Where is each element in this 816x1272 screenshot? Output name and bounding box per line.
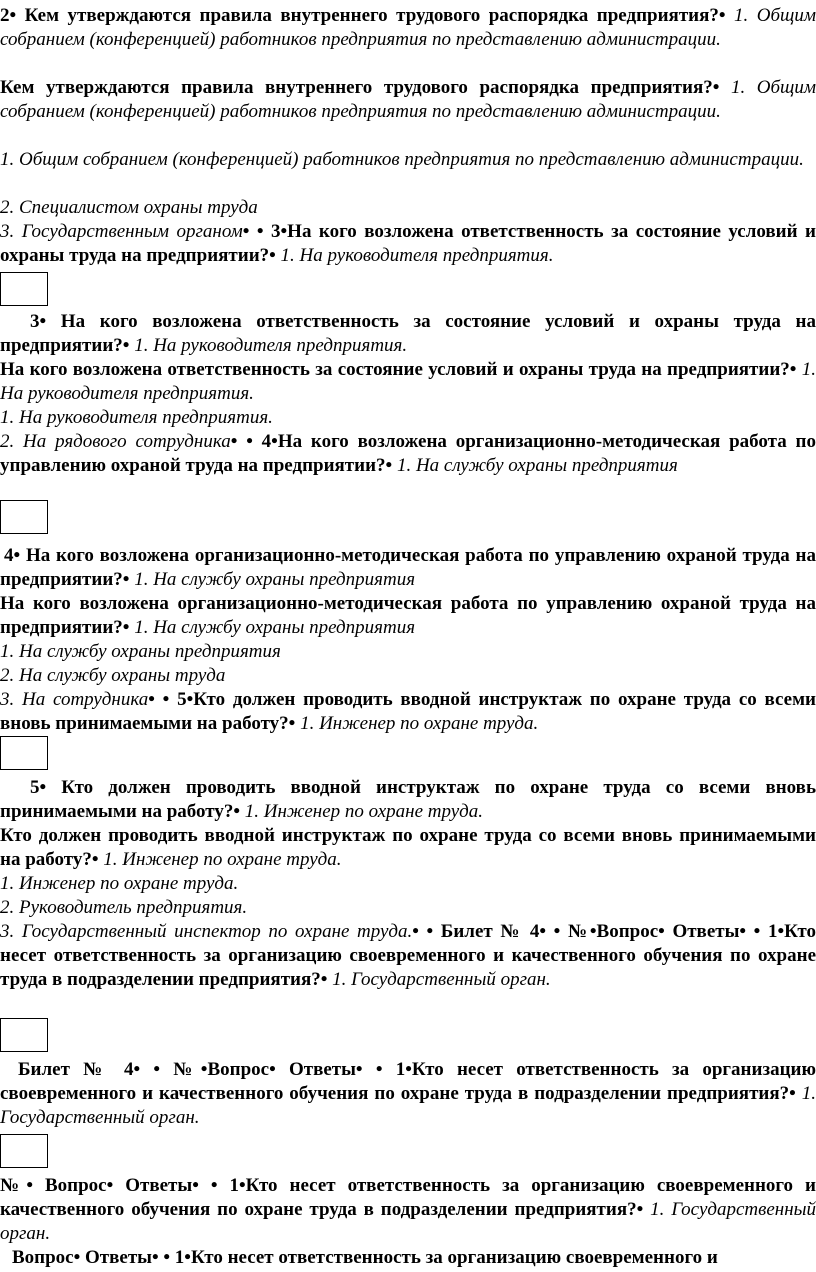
answer-option — [0, 220, 816, 268]
answer-text: 1. Общим собранием (конференцией) работников предприятия по представлению администрации. — [0, 77, 816, 122]
question-text: • • 3•На кого возложена ответственность за состояние условий и охраны труда на предприятии?• — [0, 221, 816, 266]
answer-text: 1. На руководителя предприятия. — [0, 359, 816, 404]
answer-option — [0, 664, 816, 688]
answer-checkbox[interactable] — [0, 736, 48, 770]
answer-text: 2. На службу охраны труда — [0, 665, 226, 686]
answer-option — [0, 640, 816, 664]
question-text: На кого возложена ответственность за состояние условий и охраны труда на предприятии?• — [0, 359, 797, 380]
answer-text: 3. Государственным органом — [0, 221, 243, 242]
question-text: 3• На кого возложена ответственность за состояние условий и охраны труда на предприятии?• — [0, 311, 816, 356]
question-paragraph — [0, 76, 816, 124]
question-text: • • 5•Кто должен проводить вводной инструктаж по охране труда со всеми вновь принимаемыми на работу?• — [0, 689, 816, 734]
question-text: • • Билет № 4• • №•Вопрос• Ответы• • 1•Кто несет ответственность за организацию своевременного и качественного обучения по охране труда в подразделении предприятия?• — [0, 921, 816, 990]
question-text: Вопрос• Ответы• • 1•Кто несет ответственность за организацию своевременного и — [12, 1247, 718, 1268]
answer-text: 1. На руководителя предприятия. — [275, 245, 554, 266]
question-paragraph — [0, 544, 816, 592]
answer-option — [0, 196, 816, 220]
answer-text: 1. На службу охраны предприятия — [129, 569, 416, 590]
answer-option — [0, 406, 816, 430]
question-text: • • 4•На кого возложена организационно-методическая работа по управлению охраной труда на предприятии?• — [0, 431, 816, 476]
answer-text: 1. Инженер по охране труда. — [240, 801, 483, 822]
question-text: Кто должен проводить вводной инструктаж по охране труда со всеми вновь принимаемыми на работу?• — [0, 825, 816, 870]
answer-checkbox[interactable] — [0, 1134, 48, 1168]
answer-text: 2. Руководитель предприятия. — [0, 897, 248, 918]
answer-text: 1. На руководителя предприятия. — [0, 407, 273, 428]
answer-text: 1. На службу охраны предприятия — [129, 617, 416, 638]
question-paragraph — [0, 1058, 816, 1130]
question-paragraph — [0, 776, 816, 824]
answer-option — [0, 148, 816, 172]
question-text: 4• На кого возложена организационно-методическая работа по управлению охраной труда на предприятии?• — [0, 545, 816, 590]
answer-text: 1. Государственный орган. — [0, 1083, 816, 1128]
answer-option — [0, 896, 816, 920]
question-text: №• Вопрос• Ответы• • 1•Кто несет ответственность за организацию своевременного и качественного обучения по охране труда в подразделении предприятия?• — [0, 1175, 816, 1220]
answer-text: 1. Государственный орган. — [0, 1199, 816, 1244]
question-text: 5• Кто должен проводить вводной инструктаж по охране труда со всеми вновь принимаемыми на работу?• — [0, 777, 816, 822]
answer-option — [0, 872, 816, 896]
question-text: 2• Кем утверждаются правила внутреннего трудового распорядка предприятия?• — [0, 5, 726, 26]
answer-option — [0, 430, 816, 478]
answer-text: 1. Инженер по охране труда. — [295, 713, 539, 734]
question-paragraph — [0, 358, 816, 406]
answer-checkbox[interactable] — [0, 500, 48, 534]
question-text: Кем утверждаются правила внутреннего трудового распорядка предприятия?• — [0, 77, 720, 98]
answer-text: 1. Инженер по охране труда. — [98, 849, 342, 870]
answer-checkbox[interactable] — [0, 272, 48, 306]
answer-option — [0, 688, 816, 736]
question-paragraph — [0, 1174, 816, 1246]
question-paragraph — [0, 824, 816, 872]
answer-text: 3. На сотрудника — [0, 689, 149, 710]
question-paragraph — [0, 4, 816, 52]
answer-text: 1. На руководителя предприятия. — [129, 335, 408, 356]
answer-text: 2. Специалистом охраны труда — [0, 197, 258, 218]
answer-text: 3. Государственный инспектор по охране труда. — [0, 921, 413, 942]
question-text: Билет № 4• • №•Вопрос• Ответы• • 1•Кто несет ответственность за организацию своевременного и качественного обучения по охране труда в подразделении предприятия?• — [0, 1059, 816, 1104]
question-text: На кого возложена организационно-методическая работа по управлению охраной труда на предприятии?• — [0, 593, 816, 638]
answer-text: 1. Государственный орган. — [327, 969, 551, 990]
answer-text: 1. Инженер по охране труда. — [0, 873, 239, 894]
answer-option — [0, 920, 816, 992]
question-paragraph — [0, 310, 816, 358]
answer-text: 1. Общим собранием (конференцией) работников предприятия по представлению администрации. — [0, 5, 816, 50]
answer-text: 1. На службу охраны предприятия — [0, 641, 281, 662]
answer-checkbox[interactable] — [0, 1018, 48, 1052]
question-paragraph — [0, 592, 816, 640]
question-paragraph — [0, 1246, 816, 1270]
answer-text: 1. На службу охраны предприятия — [392, 455, 678, 476]
answer-text: 1. Общим собранием (конференцией) работников предприятия по представлению администрации. — [0, 149, 804, 170]
answer-text: 2. На рядового сотрудника — [0, 431, 231, 452]
